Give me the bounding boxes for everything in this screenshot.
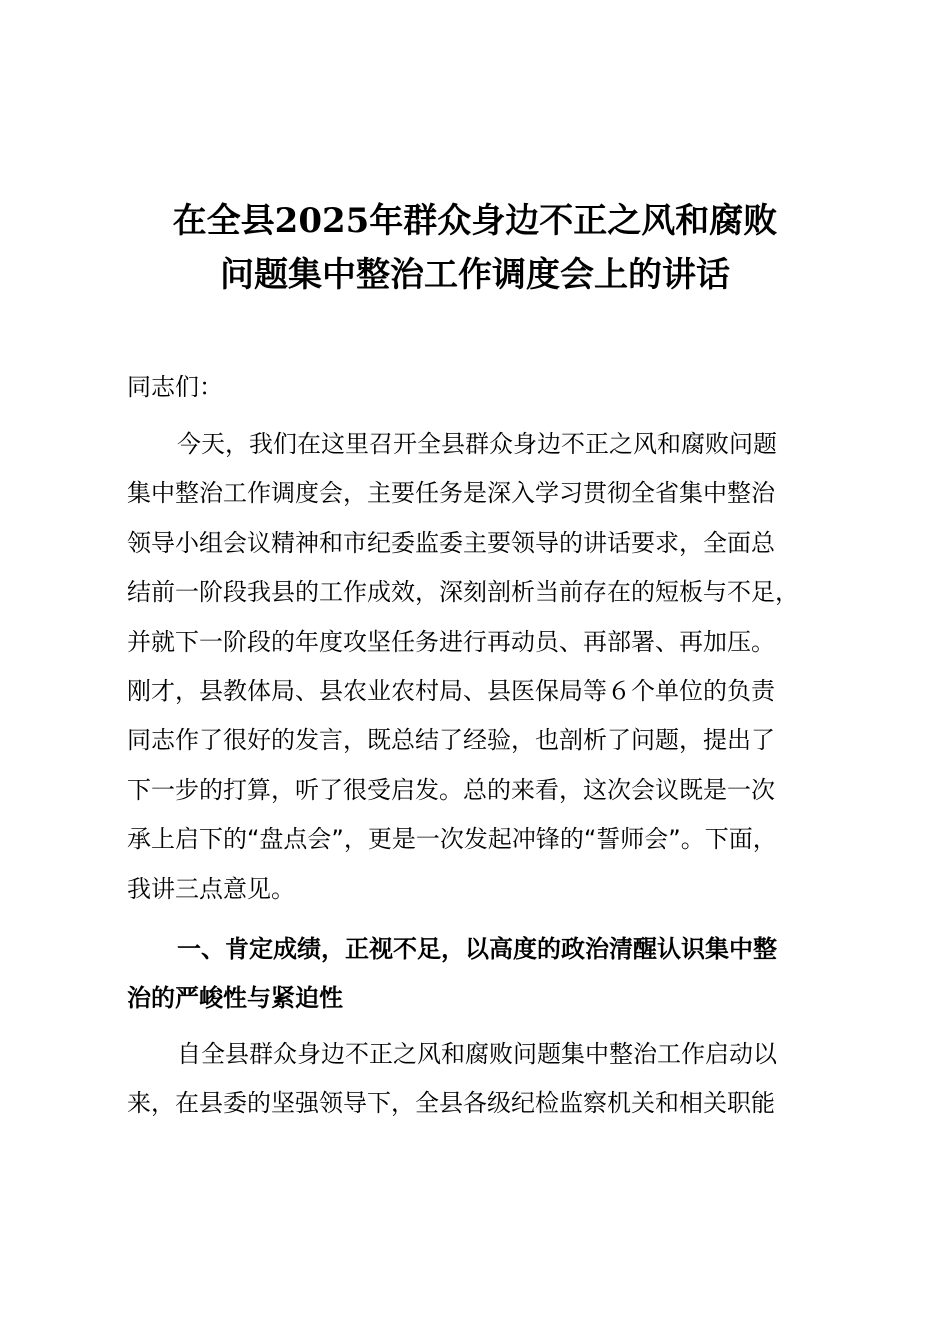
paragraph-line: 承上启下的“盘点会”，更是一次发起冲锋的“誓师会”。下面，	[127, 825, 777, 854]
paragraph-line: 来，在县委的坚强领导下，全县各级纪检监察机关和相关职能	[127, 1089, 775, 1118]
paragraph-opening	[127, 420, 827, 914]
paragraph-line: 今天，我们在这里召开全县群众身边不正之风和腐败问题	[177, 430, 777, 458]
heading-line: 一、肯定成绩，正视不足，以高度的政治清醒认识集中整	[177, 935, 777, 963]
paragraph-line: 刚才，县教体局、县农业农村局、县医保局等６个单位的负责	[127, 677, 775, 706]
salutation: 同志们：	[127, 373, 223, 401]
paragraph-line: 自全县群众身边不正之风和腐败问题集中整治工作启动以	[177, 1040, 777, 1068]
paragraph-line: 同志作了很好的发言，既总结了经验，也剖析了问题，提出了	[127, 726, 775, 755]
paragraph-line: 我讲三点意见。	[127, 874, 295, 903]
paragraph-line: 集中整治工作调度会，主要任务是深入学习贯彻全省集中整治	[127, 479, 775, 508]
section-heading-1	[127, 925, 827, 1024]
paragraph-line: 下一步的打算，听了很受启发。总的来看，这次会议既是一次	[127, 775, 775, 804]
paragraph-section-1	[127, 1030, 827, 1129]
paragraph-line: 并就下一阶段的年度攻坚任务进行再动员、再部署、再加压。	[127, 627, 775, 656]
paragraph-line: 结前一阶段我县的工作成效，深刻剖析当前存在的短板与不足，	[127, 578, 799, 607]
document-title	[100, 194, 850, 302]
heading-line: 治的严峻性与紧迫性	[127, 984, 343, 1013]
title-line: 问题集中整治工作调度会上的讲话	[220, 255, 730, 295]
title-line: 在全县2025年群众身边不正之风和腐败	[172, 201, 778, 241]
paragraph-line: 领导小组会议精神和市纪委监委主要领导的讲话要求，全面总	[127, 528, 775, 557]
